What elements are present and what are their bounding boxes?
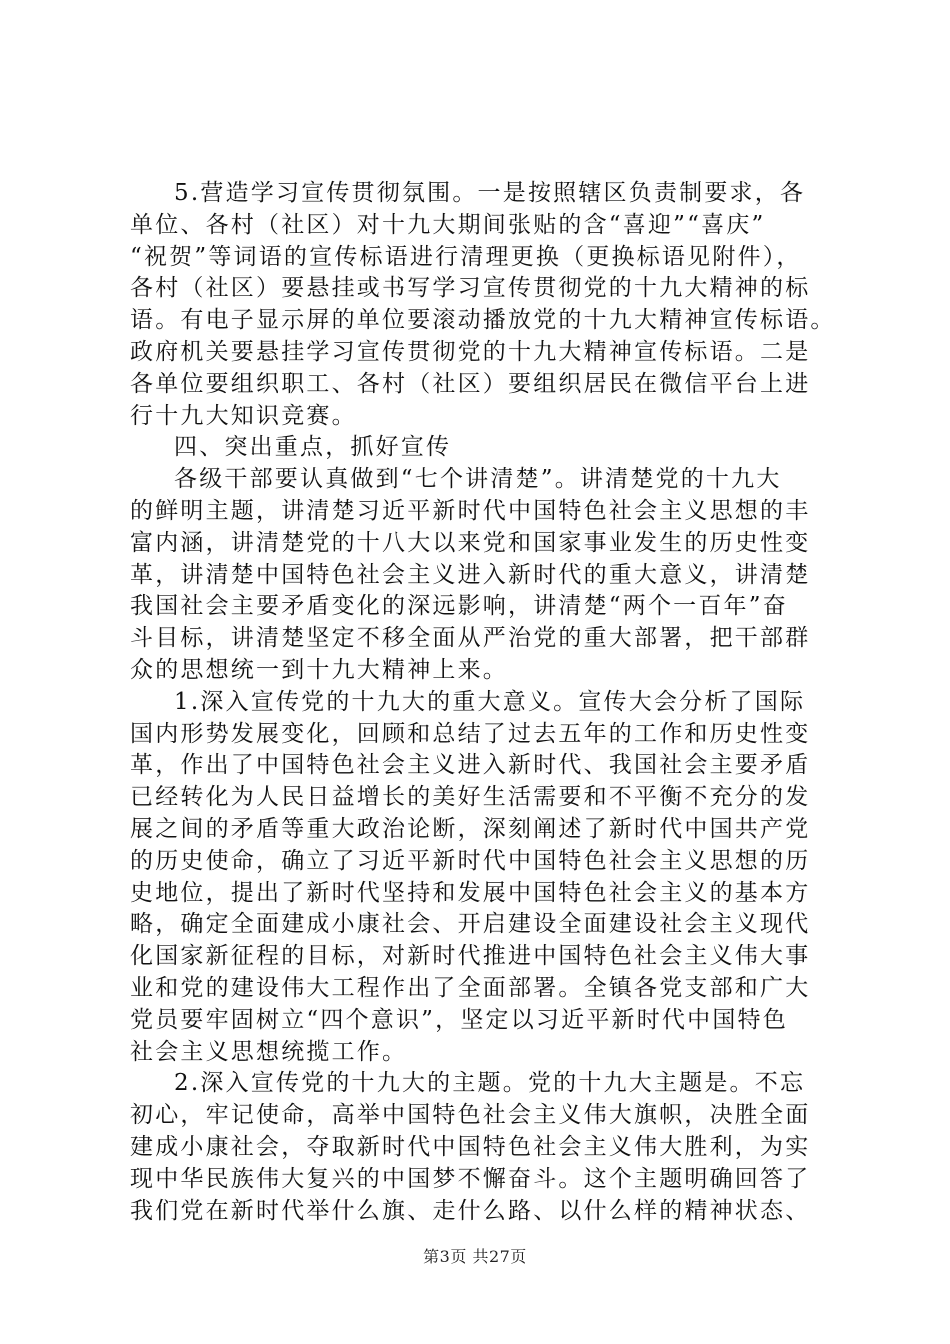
paragraph-1-line: 党员要牢固树立“四个意识”，坚定以习近平新时代中国特色 bbox=[130, 1006, 788, 1033]
paragraph-1-line: 业和党的建设伟大工程作出了全面部署。全镇各党支部和广大 bbox=[130, 974, 811, 1001]
paragraph-1-line: 1.深入宣传党的十九大的重大意义。宣传大会分析了国际 bbox=[174, 688, 806, 715]
paragraph-1-line: 的历史使命，确立了习近平新时代中国特色社会主义思想的历 bbox=[130, 847, 811, 874]
paragraph-1-line: 略，确定全面建成小康社会、开启建设全面建设社会主义现代 bbox=[130, 911, 811, 938]
paragraph-cadres-line: 的鲜明主题，讲清楚习近平新时代中国特色社会主义思想的丰 bbox=[130, 497, 811, 524]
paragraph-5-line: “祝贺”等词语的宣传标语进行清理更换（更换标语见附件）， bbox=[130, 243, 802, 270]
page-number-footer: 第3页 共27页 bbox=[423, 1247, 527, 1266]
paragraph-5-line: 5.营造学习宣传贯彻氛围。一是按照辖区负责制要求，各 bbox=[174, 180, 806, 206]
paragraph-2-line: 2.深入宣传党的十九大的主题。党的十九大主题是。不忘 bbox=[174, 1070, 806, 1097]
paragraph-5-line: 各村（社区）要悬挂或书写学习宣传贯彻党的十九大精神的标 bbox=[130, 275, 811, 302]
paragraph-cadres-line: 众的思想统一到十九大精神上来。 bbox=[130, 656, 508, 683]
paragraph-1-line: 已经转化为人民日益增长的美好生活需要和不平衡不充分的发 bbox=[130, 784, 811, 811]
paragraph-5-line: 单位、各村（社区）对十九大期间张贴的含“喜迎”“喜庆” bbox=[130, 211, 766, 238]
paragraph-1-line: 革，作出了中国特色社会主义进入新时代、我国社会主要矛盾 bbox=[130, 752, 811, 779]
paragraph-1-line: 史地位，提出了新时代坚持和发展中国特色社会主义的基本方 bbox=[130, 879, 811, 906]
paragraph-5-line: 各单位要组织职工、各村（社区）要组织居民在微信平台上进 bbox=[130, 370, 811, 397]
paragraph-5-line: 行十九大知识竞赛。 bbox=[130, 402, 357, 429]
document-body bbox=[130, 178, 845, 1227]
paragraph-2-line: 我们党在新时代举什么旗、走什么路、以什么样的精神状态、 bbox=[130, 1197, 811, 1224]
paragraph-5-line: 政府机关要悬挂学习宣传贯彻党的十九大精神宣传标语。二是 bbox=[130, 338, 811, 365]
paragraph-cadres-line: 富内涵，讲清楚党的十八大以来党和国家事业发生的历史性变 bbox=[130, 529, 811, 556]
paragraph-cadres-line: 斗目标，讲清楚坚定不移全面从严治党的重大部署，把干部群 bbox=[130, 625, 811, 652]
paragraph-2-line: 初心，牢记使命，高举中国特色社会主义伟大旗帜，决胜全面 bbox=[130, 1102, 811, 1129]
paragraph-1-line: 展之间的矛盾等重大政治论断，深刻阐述了新时代中国共产党 bbox=[130, 815, 811, 842]
paragraph-1-line: 化国家新征程的目标，对新时代推进中国特色社会主义伟大事 bbox=[130, 943, 811, 970]
paragraph-2-line: 建成小康社会，夺取新时代中国特色社会主义伟大胜利，为实 bbox=[130, 1133, 811, 1160]
section-heading: 四、突出重点，抓好宣传 bbox=[174, 434, 452, 461]
paragraph-cadres-line: 革，讲清楚中国特色社会主义进入新时代的重大意义，讲清楚 bbox=[130, 561, 811, 588]
paragraph-1-line: 社会主义思想统揽工作。 bbox=[130, 1038, 408, 1065]
paragraph-1-line: 国内形势发展变化，回顾和总结了过去五年的工作和历史性变 bbox=[130, 720, 811, 747]
paragraph-cadres-line: 我国社会主要矛盾变化的深远影响，讲清楚“两个一百年”奋 bbox=[130, 593, 788, 620]
paragraph-2-line: 现中华民族伟大复兴的中国梦不懈奋斗。这个主题明确回答了 bbox=[130, 1165, 811, 1192]
paragraph-cadres-line: 各级干部要认真做到“七个讲清楚”。讲清楚党的十九大 bbox=[174, 466, 782, 493]
paragraph-5-line: 语。有电子显示屏的单位要滚动播放党的十九大精神宣传标语。 bbox=[130, 307, 836, 334]
